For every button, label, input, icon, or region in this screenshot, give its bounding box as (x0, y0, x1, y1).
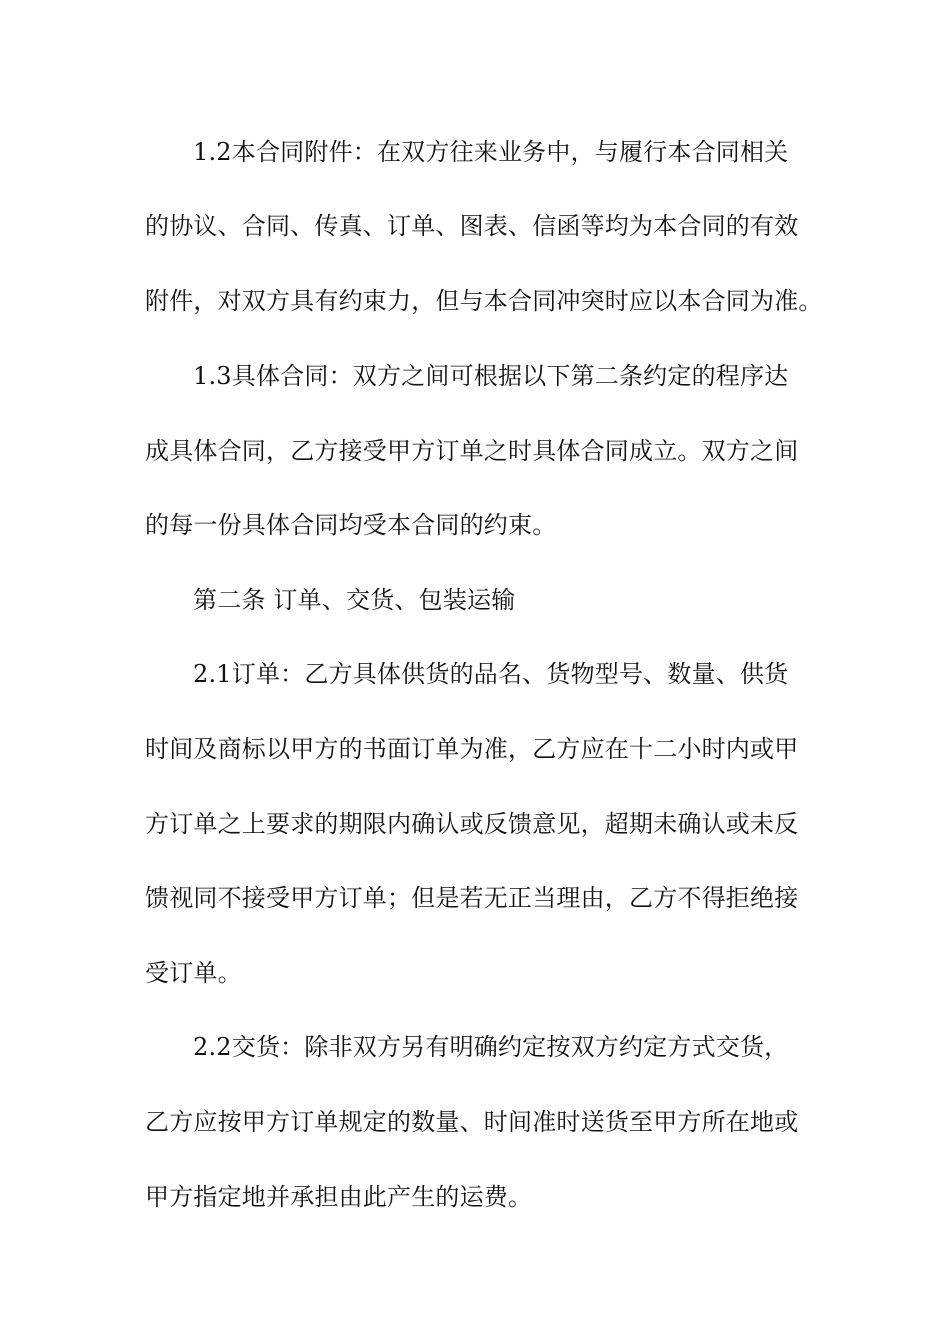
text-line: 馈视同不接受甲方订单；但是若无正当理由，乙方不得拒绝接 (145, 884, 799, 912)
text-line: 2.1订单：乙方具体供货的品名、货物型号、数量、供货 (193, 660, 789, 688)
text-line: 1.3具体合同：双方之间可根据以下第二条约定的程序达 (193, 362, 789, 390)
text-line: 甲方指定地并承担由此产生的运费。 (145, 1183, 533, 1211)
text-line: 1.2本合同附件：在双方往来业务中，与履行本合同相关 (193, 138, 789, 166)
text-line: 受订单。 (145, 959, 242, 987)
text-line: 2.2交货：除非双方另有明确约定按双方约定方式交货， (193, 1033, 789, 1061)
text-line: 方订单之上要求的期限内确认或反馈意见，超期未确认或未反 (145, 810, 799, 838)
text-line: 成具体合同，乙方接受甲方订单之时具体合同成立。双方之间 (145, 437, 799, 465)
text-line: 的协议、合同、传真、订单、图表、信函等均为本合同的有效 (145, 212, 799, 240)
text-line: 附件，对双方具有约束力，但与本合同冲突时应以本合同为准。 (145, 287, 823, 315)
text-line: 时间及商标以甲方的书面订单为准，乙方应在十二小时内或甲 (145, 735, 799, 763)
text-line: 的每一份具体合同均受本合同的约束。 (145, 511, 557, 539)
text-line: 乙方应按甲方订单规定的数量、时间准时送货至甲方所在地或 (145, 1108, 799, 1136)
section-heading: 第二条 订单、交货、包装运输 (193, 586, 516, 614)
